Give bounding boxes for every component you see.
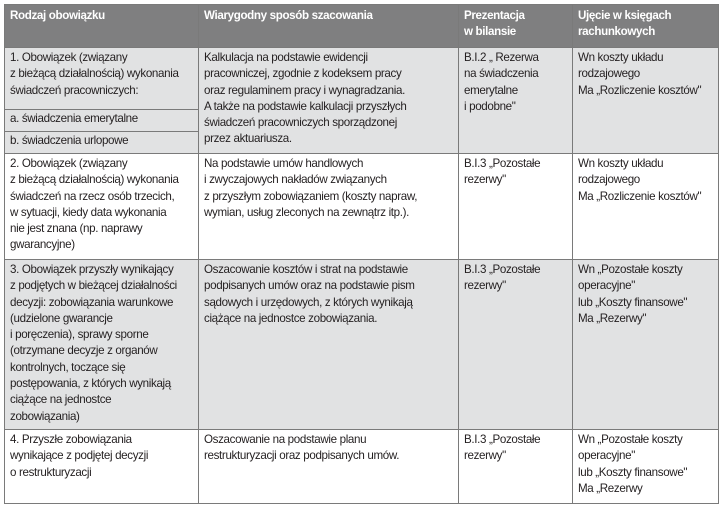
document-page	[4, 4, 718, 504]
header-type: Rodzaj obowiązku	[5, 5, 199, 48]
cell-balance: B.I.3 „Pozostałe rezerwy"	[459, 260, 573, 430]
provisions-table	[4, 4, 719, 504]
table-row	[5, 260, 719, 430]
cell-type: 2. Obowiązek (związany z bieżącą działalnością) wykonania świadczeń na rzecz osób trzecich, w sytuacji, kiedy data wykonania nie jest znana (np. naprawy gwarancyjne)	[5, 154, 199, 260]
header-books: Ujęcie w księgach rachunkowych	[573, 5, 719, 48]
cell-books: Wn koszty układu rodzajowego Ma „Rozliczenie kosztów"	[573, 48, 719, 154]
header-estimation: Wiarygodny sposób szacowania	[199, 5, 459, 48]
cell-estimation: Oszacowanie kosztów i strat na podstawie podpisanych umów oraz na podstawie pism sądowych i urzędowych, z których wynikają ciążące na jednostce zobowiązania.	[199, 260, 459, 430]
cell-estimation: Na podstawie umów handlowych i zwyczajowych nakładów związanych z przyszłym zobowiązaniem (koszty napraw, wymian, usług zleconych na zewnątrz itp.).	[199, 154, 459, 260]
cell-books: Wn „Pozostałe koszty operacyjne" lub „Koszty finansowe" Ma „Rezerwy	[573, 430, 719, 504]
cell-books: Wn „Pozostałe koszty operacyjne" lub „Koszty finansowe" Ma „Rezerwy"	[573, 260, 719, 430]
header-row	[5, 5, 719, 48]
table-row	[5, 430, 719, 504]
header-balance: Prezentacja w bilansie	[459, 5, 573, 48]
cell-balance: B.I.2 „ Rezerwa na świadczenia emerytalne i podobne"	[459, 48, 573, 154]
table-row	[5, 154, 719, 260]
cell-estimation: Oszacowanie na podstawie planu restrukturyzacji oraz podpisanych umów.	[199, 430, 459, 504]
cell-balance: B.I.3 „Pozostałe rezerwy"	[459, 154, 573, 260]
cell-subitem-a: a. świadczenia emerytalne	[5, 110, 199, 132]
table-row	[5, 48, 719, 110]
cell-books: Wn koszty układu rodzajowego Ma „Rozliczenie kosztów"	[573, 154, 719, 260]
cell-type: 3. Obowiązek przyszły wynikający z podjętych w bieżącej działalności decyzji: zobowiązania warunkowe (udzielone gwarancje i poręczenia), sprawy sporne (otrzymane decyzje z organów kontrolnych, toczące się postępowania, z których wynikają ciążące na jednostce zobowiązania)	[5, 260, 199, 430]
cell-balance: B.I.3 „Pozostałe rezerwy"	[459, 430, 573, 504]
cell-estimation: Kalkulacja na podstawie ewidencji pracowniczej, zgodnie z kodeksem pracy oraz regulaminem pracy i wynagradzania. A także na podstawie kalkulacji przyszłych świadczeń pracowniczych sporządzonej przez aktuariusza.	[199, 48, 459, 154]
cell-type: 1. Obowiązek (związany z bieżącą działalnością) wykonania świadczeń pracowniczych:	[5, 48, 199, 110]
cell-type: 4. Przyszłe zobowiązania wynikające z podjętej decyzji o restrukturyzacji	[5, 430, 199, 504]
cell-subitem-b: b. świadczenia urlopowe	[5, 132, 199, 154]
